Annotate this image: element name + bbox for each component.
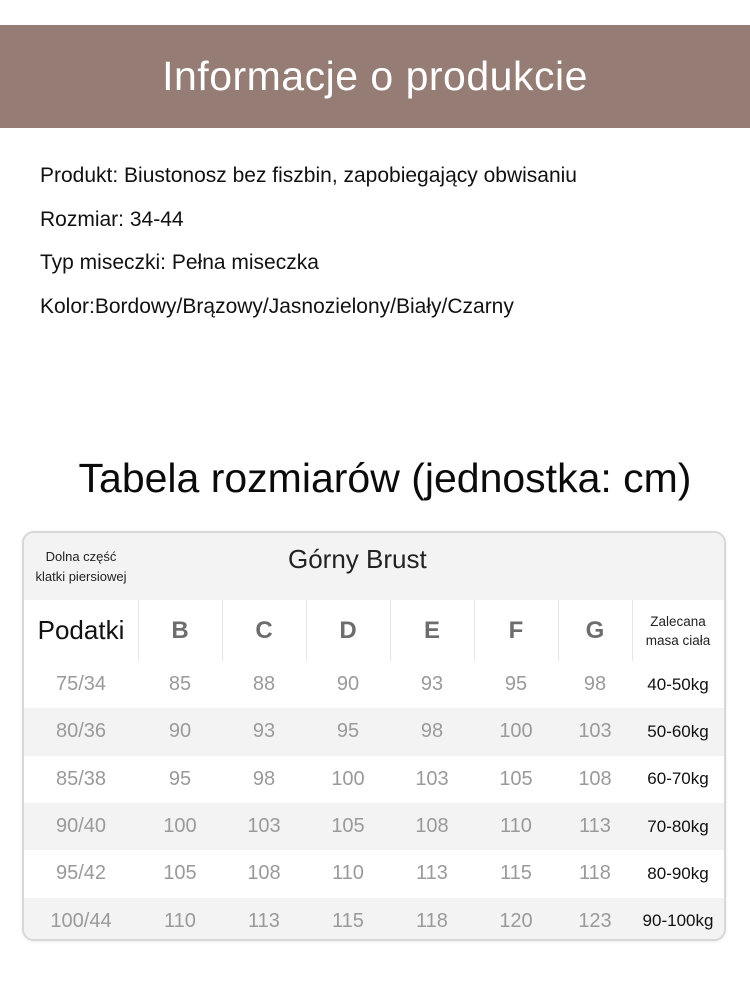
size-table: [22, 531, 726, 941]
value-cell: 115: [500, 862, 532, 885]
value-cell: 105: [499, 767, 533, 790]
value-cell: 98: [420, 720, 444, 743]
value-cell: 110: [332, 862, 364, 885]
size-cell: 90/40: [55, 815, 107, 838]
size-cell: 100/44: [50, 909, 112, 932]
value-cell: 110: [500, 815, 532, 838]
weight-cell: 70-80kg: [647, 816, 709, 836]
cup-header: F: [508, 616, 524, 644]
value-cell: 105: [331, 815, 365, 838]
value-cell: 98: [252, 767, 276, 790]
under-bust-label-line-2: klatki piersiowej: [35, 568, 127, 584]
table-row: [24, 850, 724, 897]
cup-header: G: [585, 616, 605, 644]
value-cell: 108: [247, 862, 281, 885]
table-row: [24, 756, 724, 803]
size-cell: 80/36: [55, 720, 107, 743]
product-info: [40, 160, 730, 334]
value-cell: 103: [247, 815, 281, 838]
value-cell: 95: [504, 673, 528, 696]
value-cell: 123: [578, 909, 612, 932]
column-divider: [390, 600, 391, 661]
size-cell: 85/38: [55, 767, 107, 790]
column-divider: [474, 600, 475, 661]
value-cell: 93: [252, 720, 276, 743]
banner-title: Informacje o produkcie: [162, 53, 588, 99]
weight-cell: 90-100kg: [642, 911, 714, 931]
table-header-row: [24, 600, 724, 661]
size-table-title: Tabela rozmiarów (jednostka: cm): [78, 455, 692, 501]
value-cell: 113: [248, 909, 280, 932]
value-cell: 118: [579, 862, 611, 885]
cup-header: C: [255, 616, 273, 644]
info-product: Produkt: Biustonosz bez fiszbin, zapobiegający obwisaniu: [40, 164, 577, 187]
value-cell: 90: [168, 720, 192, 743]
header-banner: [0, 25, 750, 128]
column-divider: [632, 600, 633, 661]
value-cell: 93: [420, 673, 444, 696]
value-cell: 103: [415, 767, 449, 790]
column-divider: [558, 600, 559, 661]
value-cell: 100: [331, 767, 365, 790]
weight-header-line-2: masa ciała: [645, 632, 711, 648]
value-cell: 100: [499, 720, 533, 743]
under-bust-label-line-1: Dolna część: [45, 548, 117, 564]
weight-header-line-1: Zalecana: [650, 613, 706, 629]
weight-cell: 60-70kg: [647, 769, 709, 789]
weight-cell: 50-60kg: [647, 721, 709, 741]
weight-cell: 40-50kg: [647, 674, 709, 694]
info-cup-type: Typ miseczki: Pełna miseczka: [40, 251, 319, 274]
cup-header: B: [171, 616, 189, 644]
weight-cell: 80-90kg: [647, 863, 709, 883]
value-cell: 88: [252, 673, 276, 696]
cup-header: D: [339, 616, 357, 644]
value-cell: 108: [578, 767, 612, 790]
row-header-label: Podatki: [37, 615, 125, 645]
value-cell: 108: [415, 815, 449, 838]
cup-header: E: [423, 616, 440, 644]
column-divider: [222, 600, 223, 661]
upper-bust-label: Górny Brust: [288, 544, 427, 574]
table-header-top: [24, 533, 724, 600]
column-divider: [138, 600, 139, 661]
table-row: [24, 803, 724, 850]
value-cell: 85: [168, 673, 192, 696]
value-cell: 120: [499, 909, 533, 932]
table-row: [24, 708, 724, 755]
size-cell: 75/34: [55, 673, 107, 696]
value-cell: 90: [336, 673, 360, 696]
weight-header: [632, 600, 724, 661]
value-cell: 110: [164, 909, 196, 932]
value-cell: 95: [336, 720, 360, 743]
value-cell: 98: [583, 673, 607, 696]
table-row: [24, 898, 724, 942]
table-row: [24, 661, 724, 708]
value-cell: 113: [579, 815, 611, 838]
column-divider: [306, 600, 307, 661]
value-cell: 113: [416, 862, 448, 885]
value-cell: 118: [416, 909, 448, 932]
under-bust-label: [24, 533, 138, 600]
value-cell: 103: [578, 720, 612, 743]
value-cell: 100: [163, 815, 197, 838]
size-cell: 95/42: [55, 862, 107, 885]
info-size: Rozmiar: 34-44: [40, 207, 184, 231]
value-cell: 105: [163, 862, 197, 885]
value-cell: 95: [168, 767, 192, 790]
info-color: Kolor:Bordowy/Brązowy/Jasnozielony/Biały/Czarny: [40, 294, 514, 318]
value-cell: 115: [332, 909, 364, 932]
